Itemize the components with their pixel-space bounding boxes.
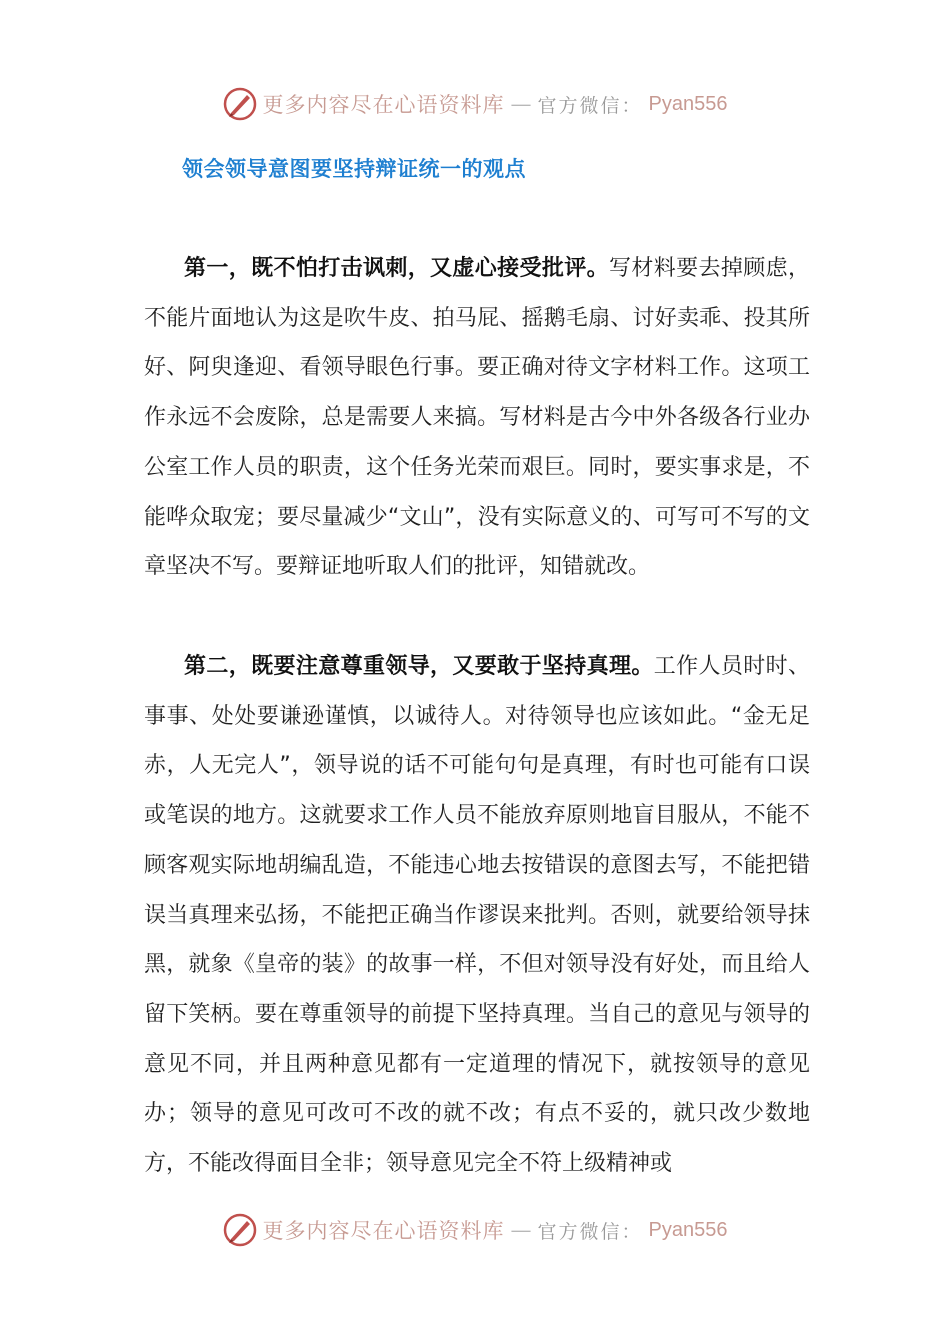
header-watermark [0,84,950,124]
paragraph-1-body: 写材料要去掉顾虑，不能片面地认为这是吹牛皮、拍马屁、摇鹅毛扇、讨好卖乖、投其所好、阿臾逢迎、看领导眼色行事。要正确对待文字材料工作。这项工作永远不会废除，总是需要人来搞。写材料是古今中外各级各行业办公室工作人员的职责，这个任务光荣而艰巨。同时，要实事求是，不能哗众取宠；要尽量减少“文山”，没有实际意义的、可写可不写的文章坚决不写。要辩证地听取人们的批评，知错就改。 [144,256,810,580]
watermark-wechat-id: Pyan556 [648,92,728,115]
watermark-text: 更多内容尽在心语资料库 [262,1219,505,1243]
watermark-separator: — [510,92,532,116]
pen-logo-icon [223,87,257,121]
footer-watermark [0,1210,950,1250]
watermark-separator: — [510,1218,532,1242]
paragraph-1 [144,244,810,592]
paragraph-2-body: 工作人员时时、事事、处处要谦逊谨慎，以诚待人。对待领导也应该如此。“金无足赤，人无完人”，领导说的话不可能句句是真理，有时也可能有口误或笔误的地方。这就要求工作人员不能放弃原则地盲目服从，不能不顾客观实际地胡编乱造，不能违心地去按错误的意图去写，不能把错误当真理来弘扬，不能把正确当作谬误来批判。否则，就要给领导抹黑，就象《皇帝的装》的故事一样，不但对领导没有好处，而且给人留下笑柄。要在尊重领导的前提下坚持真理。当自己的意见与领导的意见不同，并且两种意见都有一定道理的情况下，就按领导的意见办；领导的意见可改可不改的就不改；有点不妥的，就只改少数地方，不能改得面目全非；领导意见完全不符上级精神或 [144,654,810,1177]
paragraph-2 [144,642,810,1189]
pen-logo-icon [223,1213,257,1247]
document-title: 领会领导意图要坚持辩证统一的观点 [182,157,526,181]
watermark-text: 更多内容尽在心语资料库 [262,93,505,117]
paragraph-1-heading: 第一，既不怕打击讽刺，又虚心接受批评。 [184,256,610,281]
paragraph-2-heading: 第二，既要注意尊重领导，又要敢于坚持真理。 [184,654,654,679]
watermark-label: 官方微信： [537,94,643,117]
watermark-wechat-id: Pyan556 [648,1218,728,1241]
watermark-label: 官方微信： [537,1220,643,1243]
